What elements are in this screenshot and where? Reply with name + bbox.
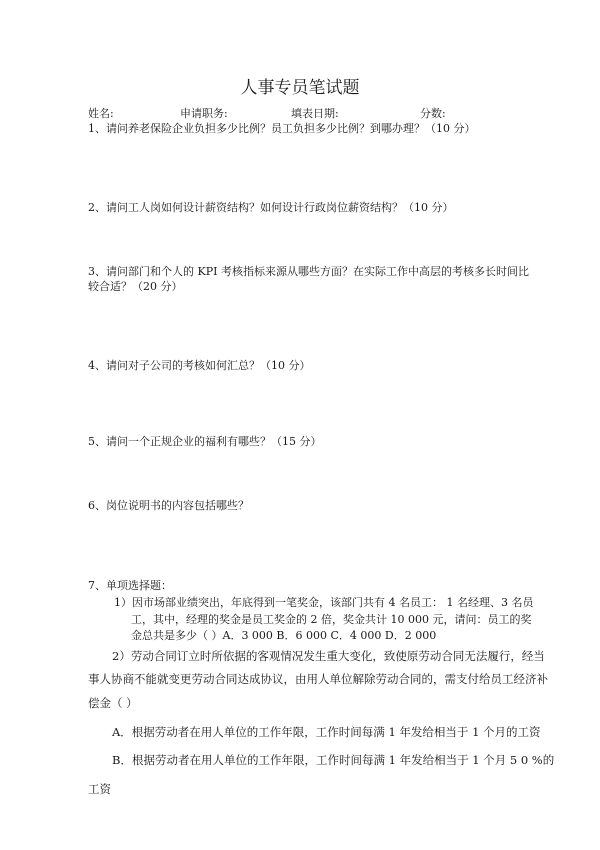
question-7-1-line-3: 金总共是多少（ ）A．3 000 B．6 000 C．4 000 D．2 000	[131, 629, 437, 642]
question-7-2-line-1: 2）劳动合同订立时所依据的客观情况发生重大变化，致使原劳动合同无法履行，经当	[112, 649, 545, 663]
question-3-line-2: 较合适？（20 分）	[88, 280, 183, 293]
question-1: 1、请问养老保险企业负担多少比例？员工负担多少比例？到哪办理？（10 分）	[88, 122, 476, 135]
question-7-2-line-3: 偿金（ ）	[88, 696, 138, 710]
option-b-line-2: 工资	[88, 782, 111, 796]
question-6: 6、岗位说明书的内容包括哪些？	[88, 499, 249, 512]
question-4: 4、请问对子公司的考核如何汇总？（10 分）	[88, 359, 311, 372]
date-label: 填表日期:	[291, 107, 339, 120]
question-3-line-1: 3、请问部门和个人的 KPI 考核指标来源从哪些方面？在实际工作中高层的考核多长时间比	[88, 265, 529, 278]
question-7-2-line-2: 事人协商不能就变更劳动合同达成协议，由用人单位解除劳动合同的，需支付给员工经济补	[88, 672, 548, 686]
position-label: 申请职务:	[180, 107, 228, 120]
question-7-1-line-1: 1）因市场部业绩突出，年底得到一笔奖金，该部门共有 4 名员工： 1 名经理、3 名员	[114, 596, 534, 609]
name-label: 姓名:	[88, 107, 114, 120]
question-7-1-line-2: 工，其中，经理的奖金是员工奖金的 2 倍，奖金共计 10 000 元，请问：员工的奖	[131, 613, 532, 626]
option-b-line-1: B．根据劳动者在用人单位的工作年限，工作时间每满 1 年发给相当于 1 个月 5 0 %的	[112, 753, 555, 767]
question-5: 5、请问一个正规企业的福利有哪些？（15 分）	[88, 435, 322, 448]
score-label: 分数:	[420, 107, 446, 120]
question-7: 7、单项选择题：	[88, 579, 172, 592]
page-title: 人事专员笔试题	[240, 78, 360, 98]
option-a: A．根据劳动者在用人单位的工作年限，工作时间每满 1 年发给相当于 1 个月的工资	[112, 725, 541, 739]
question-2: 2、请问工人岗如何设计薪资结构？如何设计行政岗位薪资结构？（10 分）	[88, 201, 454, 214]
